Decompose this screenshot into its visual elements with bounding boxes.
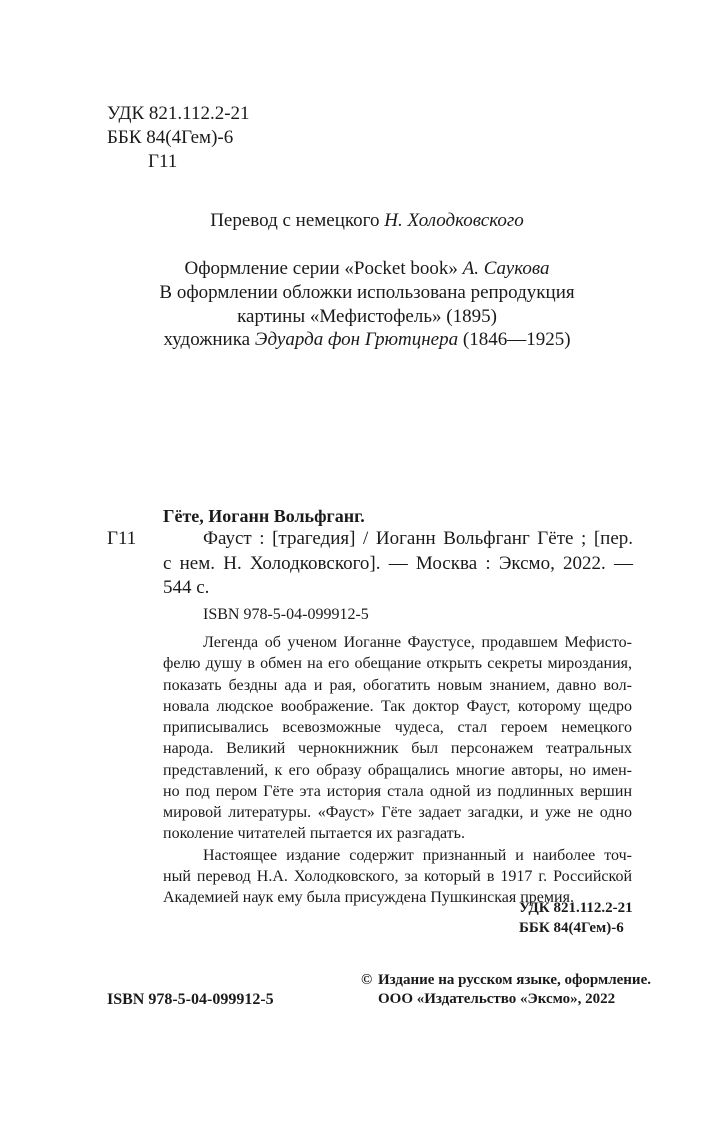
- udk-bottom: УДК 821.112.2-21: [519, 900, 633, 916]
- copyright-line-2: ООО «Издательство «Эксмо», 2022: [378, 991, 616, 1007]
- series-design-credit: [0, 258, 709, 280]
- artist-years: (1846—1925): [458, 329, 571, 350]
- catalog-heading: Гёте, Иоганн Вольфганг.: [163, 506, 365, 526]
- translator-name: Н. Холодковского: [384, 210, 524, 231]
- cover-credit-line-1: В оформлении обложки использована репродукция: [159, 282, 575, 303]
- annotation-line: представлений, к его образу обращались многие авторы, но имен-: [163, 762, 632, 779]
- catalog-desc-line-1: Фауст : [трагедия] / Иоганн Вольфганг Гёте ; [пер.: [203, 528, 633, 549]
- copyright-line-1: Издание на русском языке, оформление.: [378, 972, 651, 988]
- series-design-prefix: Оформление серии «Pocket book»: [184, 258, 463, 279]
- annotation-line: Легенда об ученом Иоганне Фаустусе, продавшем Мефисто-: [203, 634, 632, 651]
- udk-top: УДК 821.112.2-21: [107, 103, 250, 124]
- annotation-line: мировой литературы. «Фауст» Гёте задает загадки, и уже не одно: [163, 804, 632, 821]
- annotation-line: ный перевод Н.А. Холодковского, за который в 1917 г. Российской: [163, 868, 632, 885]
- annotation-line: народа. Великий чернокнижник был персонажем театральных: [163, 740, 632, 757]
- bbk-bottom: ББК 84(4Гем)-6: [519, 920, 624, 936]
- annotation-line: Настоящее издание содержит признанный и наиболее точ-: [203, 847, 632, 864]
- translation-prefix: Перевод с немецкого: [210, 210, 385, 231]
- artist-name: Эдуарда фон Грютцнера: [254, 329, 459, 350]
- cover-credit-line-2: картины «Мефистофель» (1895): [237, 306, 497, 327]
- catalog-isbn: ISBN 978-5-04-099912-5: [203, 606, 369, 623]
- artist-credit: [0, 329, 709, 351]
- annotation-line: новала людское воображение. Так доктор Фауст, которому щедро: [163, 698, 632, 715]
- annotation-line: фелю душу в обмен на его обещание открыть секреты мироздания,: [163, 655, 632, 672]
- annotation-line: но под пером Гёте эта история стала одной из подлинных вершин: [163, 783, 632, 800]
- author-mark-top: Г11: [148, 151, 178, 172]
- catalog-desc-line-2: с нем. Н. Холодковского]. — Москва : Эксмо, 2022. —: [163, 553, 633, 574]
- series-designer-name: А. Саукова: [462, 258, 550, 279]
- bbk-top: ББК 84(4Гем)-6: [107, 127, 234, 148]
- catalog-mark: Г11: [107, 528, 137, 549]
- isbn-bottom: ISBN 978-5-04-099912-5: [107, 991, 274, 1008]
- annotation-line: приписывались всевозможные чудеса, стал героем немецкого: [163, 719, 632, 736]
- translation-credit: [0, 210, 709, 232]
- annotation-line: Академией наук ему была присуждена Пушкинская премия.: [163, 889, 574, 906]
- annotation-line: показать бездны ада и рая, обогатить новым знанием, давно вол-: [163, 677, 632, 694]
- artist-prefix: художника: [163, 329, 255, 350]
- catalog-desc-line-3: 544 с.: [163, 577, 210, 598]
- copyright-symbol: ©: [361, 972, 373, 988]
- annotation-line: поколение читателей пытается их разгадать.: [163, 825, 465, 842]
